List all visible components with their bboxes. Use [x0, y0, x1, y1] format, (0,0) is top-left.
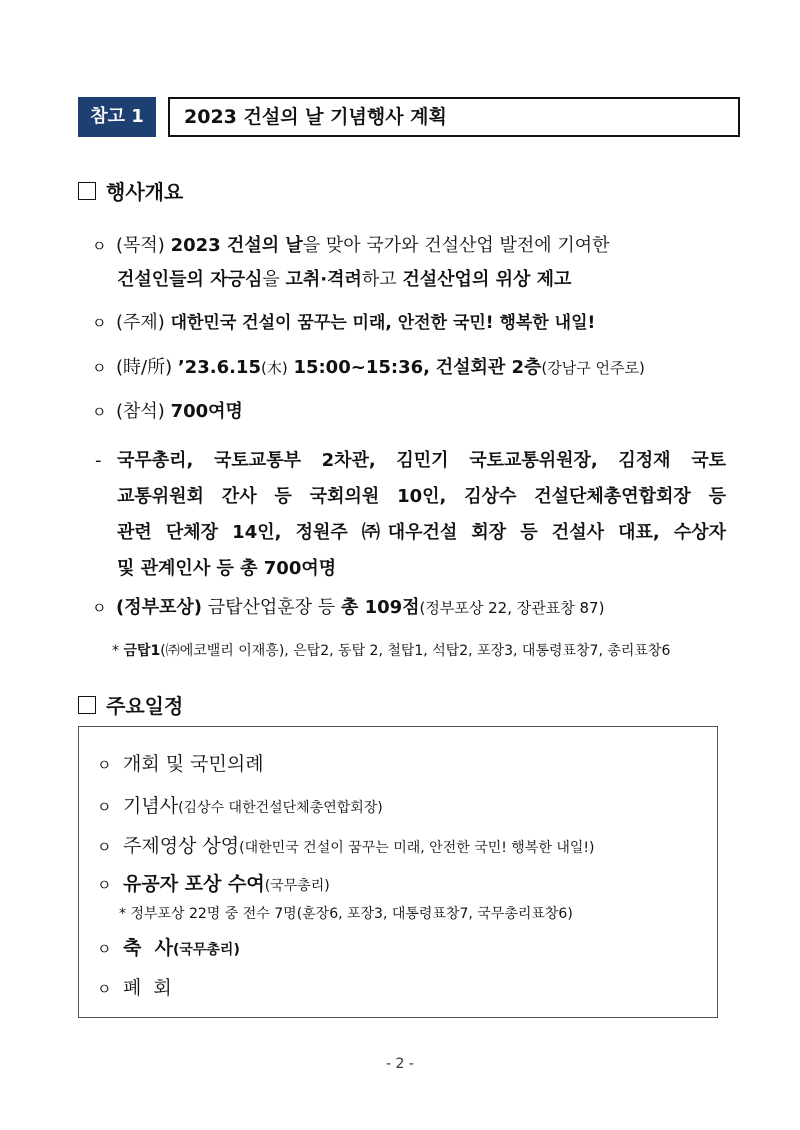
overview-purpose-line2: 건설인들의 자긍심을 고취·격려하고 건설산업의 위상 제고 — [117, 269, 572, 290]
schedule-item: ㅇ 기념사(김상수 대한건설단체총연합회장) — [97, 795, 383, 817]
schedule-item: ㅇ 유공자 포상 수여(국무총리) — [97, 873, 330, 895]
overview-purpose: ㅇ (목적) 2023 건설의 날을 맞아 국가와 건설산업 발전에 기여한 — [92, 229, 726, 263]
award-ceremony-note: * 정부포상 22명 중 전수 7명(훈장6, 포장3, 대통령표창7, 국무총리표창6) — [119, 906, 573, 922]
section-heading-schedule: 주요일정 — [78, 690, 183, 719]
circle-bullet-icon: ㅇ — [97, 798, 112, 816]
circle-bullet-icon: ㅇ — [92, 359, 107, 377]
overview-time-place: ㅇ (時/所) ’23.6.15(木) 15:00~15:36, 건설회관 2층(강남구 언주로) — [92, 351, 726, 385]
circle-bullet-icon: ㅇ — [92, 314, 107, 332]
circle-bullet-icon: ㅇ — [97, 838, 112, 856]
circle-bullet-icon: ㅇ — [92, 599, 107, 617]
circle-bullet-icon: ㅇ — [97, 980, 112, 998]
schedule-box — [78, 726, 718, 1018]
overview-attendance: ㅇ (참석) 700여명 — [92, 395, 726, 429]
circle-bullet-icon: ㅇ — [97, 876, 112, 894]
checkbox-square-icon — [78, 182, 96, 200]
circle-bullet-icon: ㅇ — [97, 940, 112, 958]
attendees-detail: - 국무총리, 국토교통부 2차관, 김민기 국토교통위원장, 김정재 국토 교통위원회 간사 등 국회의원 10인, 김상수 건설단체총연합회장 등 관련 단체장 14인, 정원주 ㈜대우건설 회장 등 건설사 대표, 수상자 및 관계인사 등 총 700여명 — [95, 450, 726, 579]
circle-bullet-icon: ㅇ — [92, 237, 107, 255]
schedule-item: ㅇ 폐 회 — [97, 977, 172, 999]
document-title: 2023 건설의 날 기념행사 계획 — [168, 97, 740, 137]
circle-bullet-icon: ㅇ — [97, 756, 112, 774]
overview-theme: ㅇ (주제) 대한민국 건설이 꿈꾸는 미래, 안전한 국민! 행복한 내일! — [92, 306, 726, 340]
section-heading-overview: 행사개요 — [78, 176, 183, 205]
reference-badge: 참고 1 — [78, 97, 156, 137]
awards-note: * 금탑1(㈜에코밸리 이재흥), 은탑2, 동탑 2, 철탑1, 석탑2, 포장3, 대통령표창7, 총리표창6 — [112, 643, 671, 659]
page-number: - 2 - — [386, 1056, 414, 1072]
circle-bullet-icon: ㅇ — [92, 403, 107, 421]
overview-awards: ㅇ (정부포상) 금탑산업훈장 등 총 109점(정부포상 22, 장관표창 87) — [92, 591, 726, 625]
schedule-item: ㅇ 주제영상 상영(대한민국 건설이 꿈꾸는 미래, 안전한 국민! 행복한 내일!) — [97, 835, 595, 857]
document-header — [78, 97, 726, 137]
schedule-item: ㅇ 개회 및 국민의례 — [97, 753, 264, 775]
schedule-item: ㅇ 축 사(국무총리) — [97, 937, 240, 959]
checkbox-square-icon — [78, 696, 96, 714]
